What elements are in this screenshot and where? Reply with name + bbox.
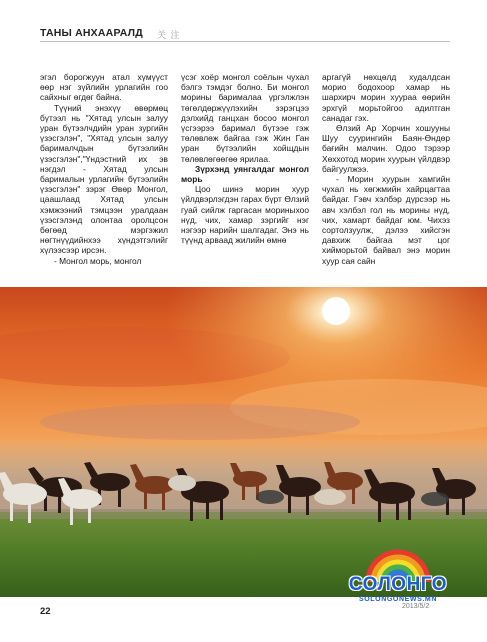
subheading: Зүрхэнд уянгалдаг монгол морь [181,163,309,185]
page-header [40,26,450,44]
issue-date: 2013/5/2 [402,603,430,610]
header-rule [40,41,450,42]
section-subtitle: 关 注 [157,30,181,40]
page-number: 22 [40,606,51,617]
article-column-1 [40,72,168,266]
paragraph: Өлзий Ар Хорчин хошууны Шуу суурингийн Баян-Өндөр бағийн малчин. Одоо тэрээр Хөххотод морин хуурын үйлдвэр байгуулжээ. [322,123,450,174]
paragraph: үсэг хоёр монгол соёлын чухал бэлгэ тэмдэг болно. Би монгол морины барималаа үргэлжлэн төгөлдөржүүлэхийн зэрэгцээ дэлхийд ганцхан босоо монгол үсгээрээ баримал бүтээе гэж төлөвлөж байгаа гэж Жин Ган уран бүтээлийн хойщдын төлөвлөгөөгөө ярилаа. [181,72,309,164]
paragraph: эгэл борогжуун атал хүмүүст өөр нэг зүйлийн урлагийн гоо сайхныг өгдөг байна. [40,72,168,103]
paragraph: Түүний энэхүү өвөрмөц бүтээл нь "Хятад улсын залуу уран бүтээлчдийн уран зургийн үзэсгэлэн", "Хятад улсын залуу барималчдын бүтээлийн үзэсгэлэн","Үндэстний их эв нэгдэл - Хятад улсын барималын урлагийн бүтээлийн үзэсгэлэн" зэрэг Өвөр Монгол, цаашлаад Хятад улсын хэмжээний тэмцээн уралдаан үзэсгэлэнд олонтаа оролцсон бөгөөд мэргэжил нөгтнүүдийнхээ хүндэтгэлийг хүлээсээр ирсэн. [40,102,168,256]
section-title: ТАНЫ АНХААРАЛД [40,27,143,39]
logo-url: SOLONGONEWS.MN [358,596,437,603]
article-column-3 [322,72,450,266]
paragraph: - Монгол морь, монгол [54,255,142,266]
paragraph: - Морин хуурын хамгийн чухал нь хөгжмийн хайрцагтаа байдаг. Гэвч хэлбэр дүрсээр нь авч хэлбэл гол нь морины нүд, чих, хамарт байдаг юм. Чихэз сортолзуулж, дэлээ хийсгэн давхиж байгаа мэт цог хийморьтой байвал энэ морин хуур сая сайн [322,174,450,266]
paragraph: аргагүй нөхцөлд худалдсан морио бодохоор хамар нь шархирч морин хуураа өөрийн эрхгүй морьтойгоо адилтган санадаг гэх. [322,72,450,123]
solongo-logo [342,538,454,603]
article-body [40,72,450,282]
article-column-2 [181,72,309,245]
paragraph: Цоо шинэ морин хуур үйлдвэрлэгдэн гарах бүрт Өлзий гуай сийлж гаргасан мориныхоо нүд, чих, хамар зэргийг нэг нэгээр нарийн шалгадаг. Энэ нь түүнд арваад жилийн өмнө [181,184,309,246]
logo-wordmark: СОЛОНГО [348,574,448,595]
